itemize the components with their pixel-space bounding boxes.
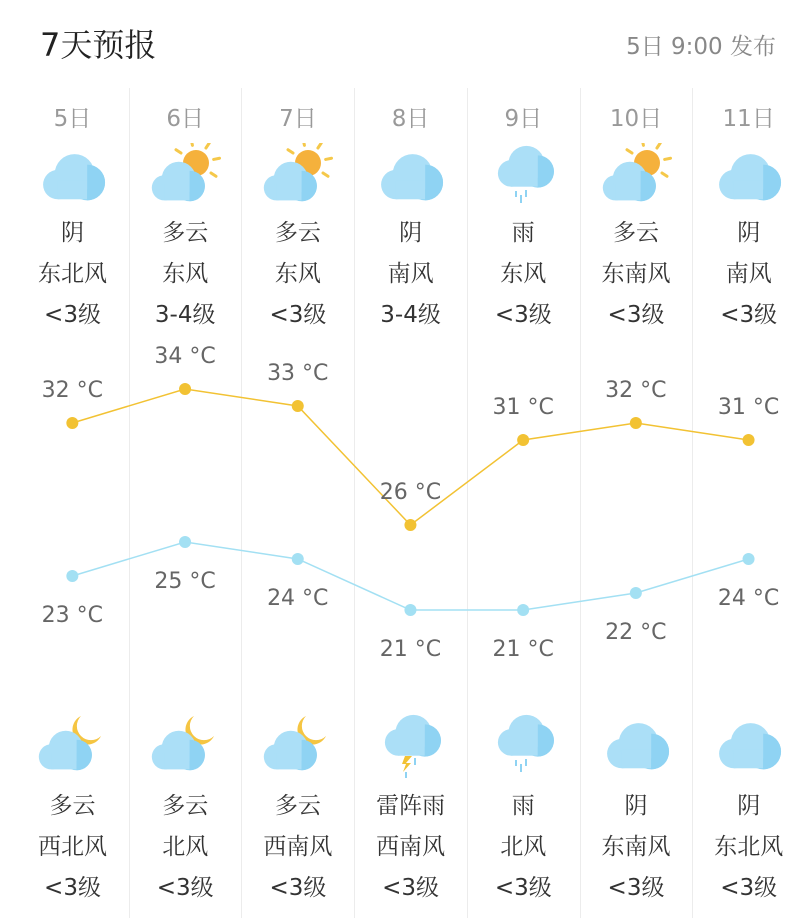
night-wind: 西南风 [376, 834, 446, 860]
night-wind-level: <3级 [269, 875, 327, 901]
date-label: 8日 [391, 106, 430, 132]
day-wind: 东北风 [38, 261, 107, 287]
low-temp-point [517, 604, 529, 616]
night-weather: 多云 [49, 793, 96, 819]
night-wind-level: <3级 [494, 875, 552, 901]
night-weather: 雨 [511, 793, 535, 819]
low-temp-label: 23 °C [41, 603, 104, 628]
day-wind: 东风 [274, 261, 321, 287]
high-temp-label: 31 °C [492, 395, 554, 420]
low-temp-point [404, 604, 416, 616]
night-weather: 多云 [162, 793, 209, 819]
low-temp-point [66, 570, 78, 582]
high-temp-label: 32 °C [605, 378, 667, 403]
day-weather: 多云 [613, 220, 659, 246]
high-temp-label: 33 °C [267, 361, 329, 386]
high-temp-point [630, 417, 642, 429]
night-wind: 东北风 [714, 834, 784, 860]
low-temp-label: 22 °C [605, 620, 667, 645]
date-label: 7日 [279, 106, 317, 132]
page-title: 7天预报 [40, 26, 157, 64]
day-wind: 东风 [500, 261, 547, 287]
day-wind-level: 3-4级 [154, 302, 216, 328]
night-wind-level: <3级 [156, 875, 214, 901]
high-temp-point [292, 400, 304, 412]
low-temp-label: 21 °C [379, 637, 442, 662]
night-wind-level: <3级 [382, 875, 440, 901]
date-label: 10日 [609, 106, 663, 132]
low-temp-label: 25 °C [154, 569, 216, 594]
day-wind-level: <3级 [494, 302, 552, 328]
low-temp-label: 24 °C [267, 586, 329, 611]
night-wind: 北风 [500, 834, 547, 860]
night-wind-level: <3级 [44, 875, 101, 901]
night-wind: 北风 [162, 834, 209, 860]
high-temp-label: 26 °C [379, 480, 442, 505]
night-weather: 阴 [737, 793, 761, 819]
high-temp-point [404, 519, 416, 531]
day-wind-level: <3级 [269, 302, 327, 328]
date-label: 11日 [722, 106, 775, 132]
day-wind-level: <3级 [720, 302, 778, 328]
high-temp-point [743, 434, 755, 446]
night-wind: 东南风 [601, 834, 671, 860]
night-wind-level: <3级 [607, 875, 665, 901]
night-weather: 阴 [624, 793, 648, 819]
low-temp-point [630, 587, 642, 599]
day-weather: 多云 [274, 220, 321, 246]
high-temp-point [517, 434, 529, 446]
day-wind: 南风 [387, 261, 434, 287]
night-wind: 西南风 [263, 834, 333, 860]
day-weather: 雨 [511, 220, 535, 246]
high-temp-label: 34 °C [154, 344, 216, 369]
high-temp-point [179, 383, 191, 395]
day-weather: 阴 [399, 220, 423, 246]
low-temp-point [292, 553, 304, 565]
day-weather: 阴 [737, 220, 761, 246]
published-time: 5日 9:00 发布 [626, 34, 776, 60]
low-temp-point [179, 536, 191, 548]
date-label: 9日 [504, 106, 543, 132]
high-temp-label: 31 °C [717, 395, 780, 420]
night-wind-level: <3级 [720, 875, 778, 901]
date-label: 5日 [53, 106, 92, 132]
day-wind: 东风 [162, 261, 209, 287]
day-weather: 多云 [162, 220, 209, 246]
day-wind: 东南风 [601, 261, 671, 287]
night-weather: 多云 [274, 793, 321, 819]
day-weather: 阴 [61, 220, 84, 246]
low-temp-point [743, 553, 755, 565]
low-temp-label: 24 °C [717, 586, 780, 611]
date-label: 6日 [166, 106, 204, 132]
day-wind: 南风 [725, 261, 772, 287]
day-wind-level: 3-4级 [380, 302, 441, 328]
low-temp-label: 21 °C [492, 637, 554, 662]
high-temp-label: 32 °C [41, 378, 104, 403]
day-wind-level: <3级 [607, 302, 665, 328]
night-weather: 雷阵雨 [376, 793, 446, 819]
high-temp-point [66, 417, 78, 429]
night-wind: 西北风 [38, 834, 107, 860]
day-wind-level: <3级 [44, 302, 101, 328]
